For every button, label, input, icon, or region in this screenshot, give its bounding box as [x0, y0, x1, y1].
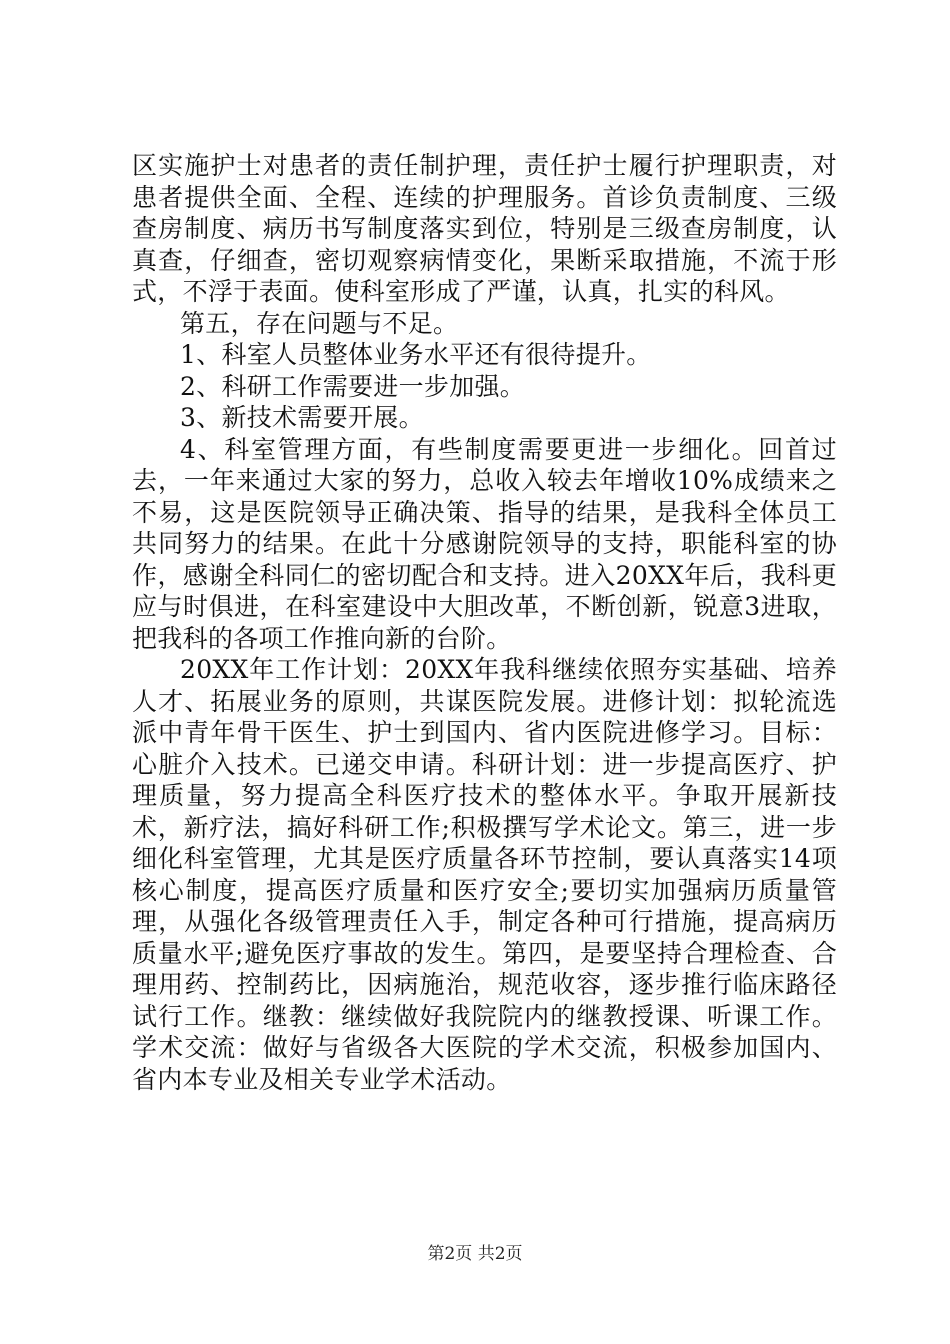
document-body	[132, 150, 837, 1095]
paragraph-problem-2: 2、科研工作需要进一步加强。	[180, 371, 526, 401]
page-footer: 第2页 共2页	[427, 1244, 523, 1264]
paragraph-problem-3: 3、新技术需要开展。	[180, 403, 424, 432]
paragraph-work-plan: 20XX年工作计划：20XX年我科继续依照夯实基础、培养人才、拓展业务的原则，共谋医院发展。进修计划：拟轮流选派中青年骨干医生、护士到国内、省内医院进修学习。目标：心脏介入技术。已递交申请。科研计划：进一步提高医疗、护理质量，努力提高全科医疗技术的整体水平。争取开展新技术，新疗法，搞好科研工作;积极撰写学术论文。第三，进一步细化科室管理，尤其是医疗质量各环节控制，要认真落实14项核心制度，提高医疗质量和医疗安全;要切实加强病历质量管理，从强化各级管理责任入手，制定各种可行措施，提高病历质量水平;避免医疗事故的发生。第四，是要坚持合理检查、合理用药、控制药比，因病施治，规范收容，逐步推行临床路径试行工作。继教：继续做好我院院内的继教授课、听课工作。学术交流：做好与省级各大医院的学术交流，积极参加国内、省内本专业及相关专业学术活动。	[132, 655, 837, 1094]
paragraph-problem-4-review: 4、科室管理方面，有些制度需要更进一步细化。回首过去，一年来通过大家的努力，总收入较去年增收10%成绩来之不易，这是医院领导正确决策、指导的结果，是我科全体员工共同努力的结果。在此十分感谢院领导的支持，职能科室的协作，感谢全科同仁的密切配合和支持。进入20XX年后，我科更应与时俱进，在科室建设中大胆改革，不断创新，锐意3进取，把我科的各项工作推向新的台阶。	[132, 434, 837, 653]
paragraph-problems-heading: 第五，存在问题与不足。	[180, 308, 459, 338]
paragraph-responsibility-nursing: 区实施护士对患者的责任制护理，责任护士履行护理职责，对患者提供全面、全程、连续的护理服务。首诊负责制度、三级查房制度、病历书写制度落实到位，特别是三级查房制度，认真查，仔细查，密切观察病情变化，果断采取措施，不流于形式，不浮于表面。使科室形成了严谨，认真，扎实的科风。	[132, 151, 837, 306]
paragraph-problem-1: 1、科室人员整体业务水平还有很待提升。	[180, 340, 652, 369]
